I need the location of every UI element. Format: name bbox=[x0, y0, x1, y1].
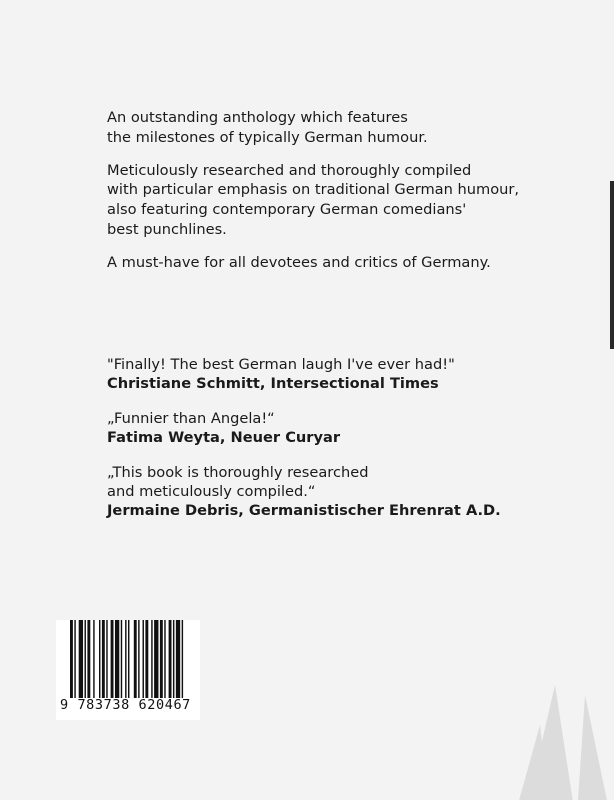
blurb-line: best punchlines. bbox=[107, 220, 227, 238]
barcode-bar bbox=[93, 620, 94, 698]
barcode-bar bbox=[176, 620, 180, 698]
blurb-paragraph-1 bbox=[107, 108, 587, 148]
testimonial-quote: "Finally! The best German laugh I've ever had!" bbox=[107, 356, 455, 373]
barcode-bar bbox=[87, 620, 90, 698]
blurb-line: with particular emphasis on traditional German humour, bbox=[107, 181, 520, 199]
barcode-bar bbox=[115, 620, 119, 698]
barcode-bar bbox=[111, 620, 114, 698]
testimonial-quote: „Funnier than Angela!“ bbox=[107, 410, 275, 427]
cover-edge-strip bbox=[610, 181, 614, 349]
barcode-bar bbox=[143, 620, 144, 698]
blurb-line: An outstanding anthology which features bbox=[107, 109, 408, 126]
testimonial-2 bbox=[107, 409, 587, 447]
blurb bbox=[107, 108, 587, 286]
blurb-line: also featuring contemporary German comedians' bbox=[107, 201, 467, 219]
testimonial-author: Jermaine Debris, Germanistischer Ehrenrat A.D. bbox=[107, 502, 501, 519]
barcode-bar bbox=[164, 620, 165, 698]
barcode-bar bbox=[173, 620, 174, 698]
testimonials bbox=[107, 355, 587, 536]
blurb-line: Meticulously researched and thoroughly compiled bbox=[107, 161, 472, 179]
blurb-paragraph-3 bbox=[107, 253, 587, 273]
testimonial-author: Christiane Schmitt, Intersectional Times bbox=[107, 375, 439, 392]
barcode-bar bbox=[99, 620, 100, 698]
blurb-paragraph-2 bbox=[107, 161, 587, 240]
barcode-bar bbox=[102, 620, 105, 698]
barcode-bar bbox=[151, 620, 152, 698]
testimonial-3 bbox=[107, 463, 587, 520]
barcode-bar bbox=[145, 620, 148, 698]
barcode-bar bbox=[134, 620, 137, 698]
barcode-bar bbox=[138, 620, 139, 698]
barcode-bar bbox=[121, 620, 122, 698]
barcode-bar bbox=[85, 620, 86, 698]
barcode-bar bbox=[182, 620, 183, 698]
testimonial-quote: and meticulously compiled.“ bbox=[107, 483, 316, 500]
testimonial-1 bbox=[107, 355, 587, 393]
testimonial-quote: „This book is thoroughly researched bbox=[107, 464, 369, 481]
barcode-bar bbox=[128, 620, 129, 698]
barcode-bar bbox=[125, 620, 126, 698]
barcode-bar bbox=[74, 620, 75, 698]
barcode-bar bbox=[70, 620, 73, 698]
barcode-bar bbox=[106, 620, 107, 698]
barcode-icon bbox=[56, 620, 200, 698]
testimonial-author: Fatima Weyta, Neuer Curyar bbox=[107, 429, 341, 446]
barcode-bar bbox=[79, 620, 83, 698]
publisher-logo-watermark bbox=[515, 665, 614, 800]
isbn-number: 9 783738 620467 bbox=[60, 697, 191, 713]
blurb-line: the milestones of typically German humour. bbox=[107, 128, 428, 146]
barcode-bar bbox=[160, 620, 163, 698]
barcode-bar bbox=[169, 620, 172, 698]
blurb-line: A must-have for all devotees and critics of Germany. bbox=[107, 253, 491, 271]
barcode-bar bbox=[154, 620, 158, 698]
